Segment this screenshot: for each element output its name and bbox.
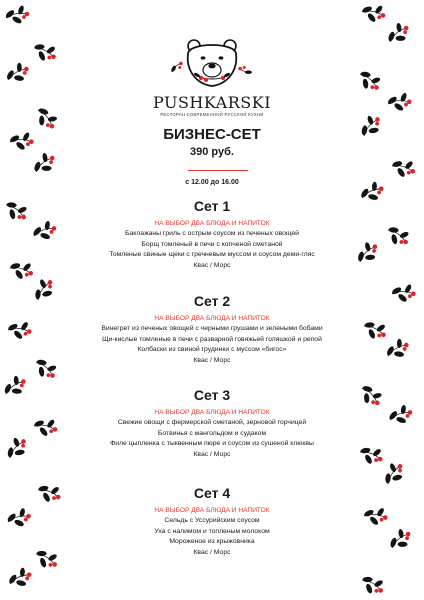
- brand-tagline: РЕСТОРАН СОВРЕМЕННОЙ РУССКОЙ КУХНИ: [160, 112, 264, 117]
- set-block: [70, 292, 354, 366]
- brand-name: PUSHKARSKI: [152, 93, 272, 112]
- set-choice-note: НА ВЫБОР ДВА БЛЮДА И НАПИТОК: [154, 220, 270, 227]
- dish-item: Уха с налимом и топленым молоком: [154, 527, 270, 535]
- dish-item: Томленые свиные щеки с гречневым муссом и соусом деми-гляс: [109, 251, 315, 258]
- set-block: [70, 484, 354, 558]
- dish-item: Мороженое из крыжовника: [169, 538, 255, 545]
- drink-item: Квас / Морс: [193, 450, 231, 458]
- set-block: [70, 386, 354, 460]
- page-title: БИЗНЕС-СЕТ: [163, 126, 261, 143]
- set-price: 390 руб.: [190, 146, 234, 158]
- dish-item: Баклажаны гриль с острым соусом из печеных овощей: [125, 230, 299, 237]
- dish-item: Филе цыпленка с тыквенным пюре и соусом из сушеной клюквы: [110, 440, 314, 447]
- set-choice-note: НА ВЫБОР ДВА БЛЮДА И НАПИТОК: [154, 507, 270, 514]
- set-choice-note: НА ВЫБОР ДВА БЛЮДА И НАПИТОК: [154, 315, 270, 322]
- set-choice-note: НА ВЫБОР ДВА БЛЮДА И НАПИТОК: [154, 409, 270, 416]
- dish-item: Колбаски из свиной грудинки с муссом «бигос»: [137, 346, 287, 353]
- dish-item: Ботвинья с мангольдом и судаком: [157, 429, 267, 437]
- set-title: Сет 3: [193, 387, 231, 403]
- drink-item: Квас / Морс: [193, 261, 231, 269]
- drink-item: Квас / Морс: [193, 548, 231, 556]
- dish-item: Щи-кислые томленые в печи с разварной говяжьей голяшкой и репой: [102, 335, 322, 343]
- dish-item: Борщ томленый в печи с копченой сметаной: [141, 240, 283, 248]
- berry-pattern-right-border: [354, 0, 424, 600]
- set-block: [70, 197, 354, 271]
- set-title: Сет 2: [193, 293, 231, 309]
- set-title: Сет 4: [193, 485, 231, 501]
- menu-content: [70, 0, 354, 600]
- drink-item: Квас / Морс: [193, 356, 231, 364]
- set-title: Сет 1: [193, 198, 231, 214]
- serving-hours: с 12.00 до 16.00: [185, 179, 239, 186]
- bear-head-logo-icon: [70, 34, 354, 97]
- dish-item: Сельдь с Уссурийским соусом: [164, 517, 260, 524]
- berry-pattern-left-border: [0, 0, 70, 600]
- dish-item: Винегрет из печеных овощей с черными грушами и зелеными бобами: [101, 325, 323, 332]
- divider: [188, 170, 248, 171]
- dish-item: Свежие овощи с фермерской сметаной, зерновой горчицей: [117, 419, 307, 426]
